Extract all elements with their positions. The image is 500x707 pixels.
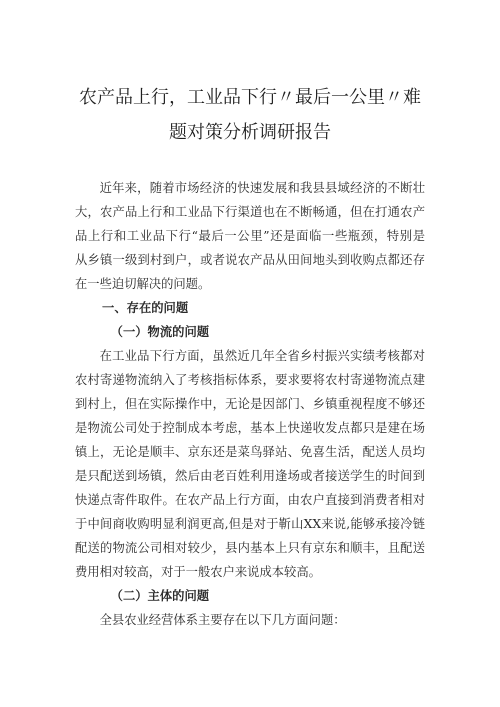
subheading-logistics: （一）物流的问题 — [110, 324, 210, 339]
text-line: 近年来，随着市场经济的快速发展和我县县域经济的不断壮 — [99, 181, 425, 195]
text-line: 快递点寄件取件。在农产品上行方面，由农户直接到消费者相对 — [75, 493, 425, 507]
text-line: 农村寄递物流纳入了考核指标体系，要求要将农村寄递物流点建 — [75, 373, 425, 387]
paragraph-entities — [75, 608, 425, 632]
text-line: 于中间商收购明显利润更高,但是对于靳山XX来说,能够承接冷链 — [75, 517, 425, 531]
document-title — [0, 80, 500, 150]
text-line: 镇上，无论是顺丰、京东还是菜鸟驿站、免喜生活，配送人员均 — [75, 445, 425, 459]
text-line: 在工业品下行方面，虽然近几年全省乡村振兴实绩考核都对 — [99, 349, 425, 363]
text-line: 是物流公司处于控制成本考虑，基本上快递收发点都只是建在场 — [75, 421, 425, 435]
document-body — [75, 176, 425, 632]
text-line: 品上行和工业品下行“最后一公里”还是面临一些瓶颈，特别是 — [75, 229, 425, 243]
paragraph-logistics — [75, 344, 425, 584]
title-line: 农产品上行，工业品下行〃最后一公里〃难 — [79, 87, 421, 108]
text-line: 费用相对较高，对于一般农户来说成本较高。 — [75, 565, 321, 579]
text-line: 配送的物流公司相对较少，县内基本上只有京东和顺丰，且配送 — [75, 541, 425, 555]
text-line: 大，农产品上行和工业品下行渠道也在不断畅通，但在打通农产 — [75, 205, 425, 219]
paragraph-intro — [75, 176, 425, 296]
text-line: 全县农业经营体系主要存在以下几方面问题： — [99, 613, 346, 627]
text-line: 到村上，但在实际操作中，无论是因部门、乡镇重视程度不够还 — [75, 397, 425, 411]
text-line: 从乡镇一级到村到户，或者说农产品从田间地头到收购点都还存 — [75, 253, 425, 267]
subheading-entities: （二）主体的问题 — [110, 588, 210, 603]
text-line: 是只配送到场镇，然后由老百姓利用逢场或者接送学生的时间到 — [75, 469, 425, 483]
text-line: 在一些迫切解决的问题。 — [75, 277, 211, 291]
title-line: 题对策分析调研报告 — [169, 122, 331, 143]
section-heading-problems: 一、存在的问题 — [102, 300, 189, 315]
